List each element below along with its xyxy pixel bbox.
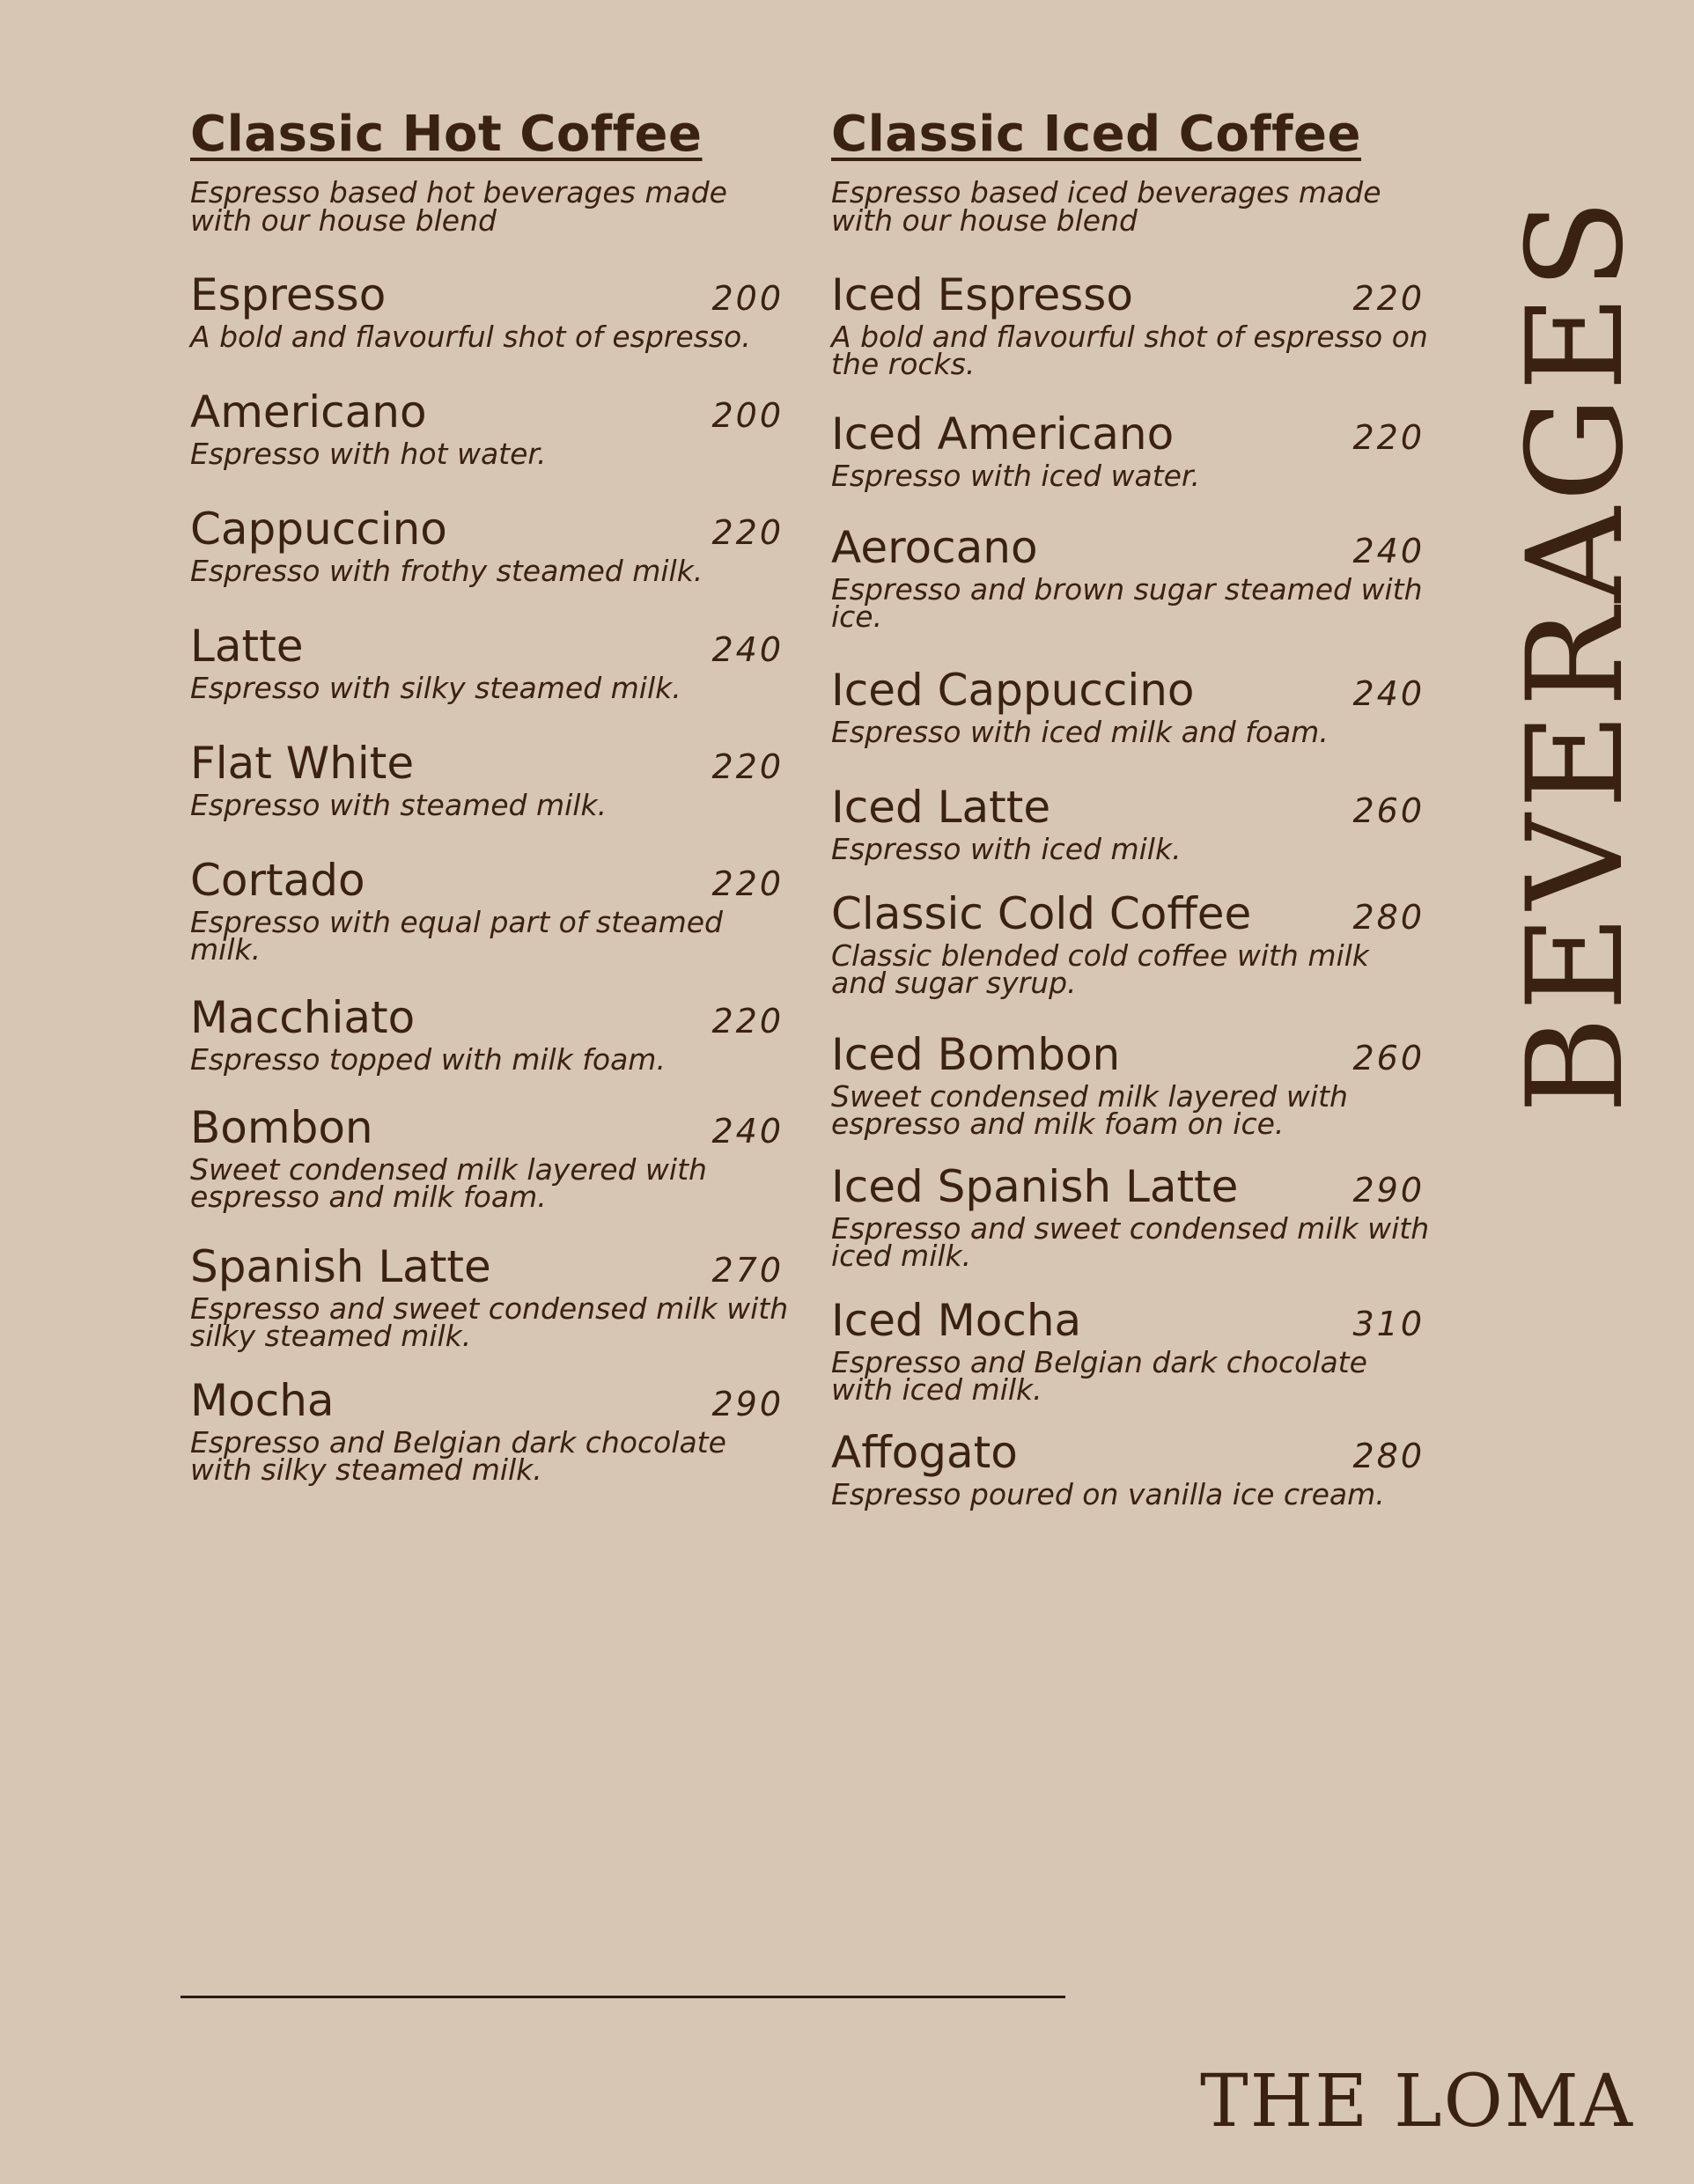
menu-item — [831, 268, 1430, 381]
menu-item — [190, 991, 789, 1077]
menu-item-description: Espresso with iced water. — [831, 459, 1200, 493]
menu-item-row — [831, 521, 1430, 574]
menu-item — [831, 1028, 1430, 1141]
menu-item-name: Iced Mocha — [831, 1295, 1082, 1346]
menu-item-row — [831, 1028, 1430, 1081]
menu-item-description: Espresso with iced milk and foam. — [831, 715, 1329, 749]
menu-item-row — [190, 1101, 789, 1154]
menu-item-description: Espresso and Belgian dark chocolate with iced milk. — [831, 1345, 1367, 1407]
menu-item-description: Espresso with frothy steamed milk. — [190, 554, 703, 588]
menu-item-price: 260 — [1352, 1039, 1425, 1077]
menu-item-description: Espresso and sweet condensed milk with iced milk. — [831, 1211, 1430, 1273]
menu-item-price: 240 — [711, 1112, 784, 1151]
iced-coffee-section — [831, 106, 1430, 1511]
menu-item — [831, 1294, 1430, 1407]
hot-coffee-section — [190, 106, 789, 1487]
menu-item-row — [831, 781, 1430, 834]
menu-item-row — [190, 1240, 789, 1293]
beverages-side-title: BEVERAGES — [1499, 194, 1653, 1114]
menu-item-description: Espresso poured on vanilla ice cream. — [831, 1477, 1385, 1511]
menu-item-price: 260 — [1352, 791, 1425, 830]
iced-coffee-title: Classic Iced Coffee — [831, 106, 1361, 163]
menu-item-description: Espresso with steamed milk. — [190, 788, 608, 822]
menu-item-name: Macchiato — [190, 992, 416, 1043]
hot-coffee-title: Classic Hot Coffee — [190, 106, 703, 163]
menu-item-price: 220 — [711, 864, 784, 903]
menu-item-description: Espresso and brown sugar steamed with ice. — [831, 572, 1423, 634]
menu-item-name: Affogato — [831, 1427, 1018, 1478]
menu-item-description: Classic blended cold coffee with milk and sugar syrup. — [831, 938, 1369, 1000]
menu-item-row — [831, 1426, 1430, 1479]
iced-coffee-subtitle: Espresso based iced beverages made with our house blend — [831, 175, 1381, 238]
menu-item-description: Espresso topped with milk foam. — [190, 1042, 666, 1077]
menu-item — [831, 664, 1430, 749]
menu-item-price: 200 — [711, 396, 784, 435]
menu-item-price: 220 — [711, 747, 784, 786]
menu-item — [190, 1374, 789, 1487]
menu-item-row — [831, 887, 1430, 940]
menu-item-description: Espresso and sweet condensed milk with silky steamed milk. — [190, 1291, 789, 1353]
menu-item-description: A bold and flavourful shot of espresso on the rocks. — [831, 320, 1428, 381]
menu-item-row — [190, 268, 789, 321]
menu-item-description: Espresso with silky steamed milk. — [190, 671, 681, 705]
menu-item — [190, 854, 789, 967]
hot-coffee-subtitle: Espresso based hot beverages made with our house blend — [190, 175, 727, 238]
menu-item-row — [831, 1294, 1430, 1347]
menu-item-price: 220 — [1352, 279, 1425, 318]
brand-name: THE LOMA — [1200, 2060, 1634, 2144]
menu-item-name: Cortado — [190, 855, 365, 906]
menu-item-name: Iced Americano — [831, 408, 1175, 460]
menu-item-row — [190, 503, 789, 555]
menu-item-name: Spanish Latte — [190, 1241, 491, 1292]
menu-item-price: 240 — [1352, 674, 1425, 713]
menu-item-name: Aerocano — [831, 522, 1038, 573]
menu-item-row — [190, 386, 789, 438]
menu-item-row — [190, 1374, 789, 1427]
menu-item-price: 240 — [1352, 532, 1425, 570]
menu-item-description: Espresso with hot water. — [190, 437, 547, 471]
menu-item-name: Iced Espresso — [831, 269, 1133, 320]
menu-item-row — [831, 268, 1430, 321]
iced-coffee-list — [831, 268, 1430, 1511]
menu-item-row — [831, 408, 1430, 460]
menu-item-description: Sweet condensed milk layered with espresso and milk foam on ice. — [831, 1079, 1348, 1141]
menu-item-price: 200 — [711, 279, 784, 318]
menu-item-price: 290 — [711, 1385, 784, 1423]
menu-item-name: Latte — [190, 621, 304, 672]
menu-item-price: 220 — [711, 513, 784, 552]
menu-item — [190, 503, 789, 588]
menu-item — [190, 620, 789, 705]
menu-item — [190, 386, 789, 471]
menu-item-name: Bombon — [190, 1102, 373, 1153]
footer-divider — [180, 1996, 1065, 1998]
menu-item-name: Iced Spanish Latte — [831, 1161, 1239, 1212]
menu-item-price: 240 — [711, 630, 784, 669]
menu-item-price: 280 — [1352, 898, 1425, 937]
menu-item-name: Iced Bombon — [831, 1029, 1121, 1080]
menu-item-price: 290 — [1352, 1171, 1425, 1210]
menu-item-price: 270 — [711, 1251, 784, 1290]
menu-item — [190, 268, 789, 354]
menu-item-row — [190, 620, 789, 673]
menu-item — [831, 1426, 1430, 1511]
menu-item-name: Classic Cold Coffee — [831, 888, 1252, 939]
menu-item-row — [190, 854, 789, 907]
menu-item-name: Cappuccino — [190, 504, 447, 555]
menu-item-price: 280 — [1352, 1437, 1425, 1475]
menu-item-name: Espresso — [190, 269, 387, 320]
menu-item-row — [190, 991, 789, 1044]
menu-item-name: Americano — [190, 386, 427, 438]
menu-item-name: Iced Latte — [831, 782, 1051, 833]
menu-item — [831, 408, 1430, 493]
menu-item-price: 220 — [711, 1002, 784, 1041]
menu-item-description: Sweet condensed milk layered with espresso and milk foam. — [190, 1152, 707, 1214]
menu-item-name: Iced Cappuccino — [831, 665, 1195, 716]
menu-item — [190, 1240, 789, 1353]
menu-item-description: Espresso and Belgian dark chocolate with silky steamed milk. — [190, 1425, 726, 1487]
menu-item-description: Espresso with iced milk. — [831, 832, 1182, 866]
menu-item-description: Espresso with equal part of steamed milk. — [190, 905, 723, 967]
hot-coffee-list — [190, 268, 789, 1487]
menu-item — [831, 1160, 1430, 1273]
menu-item-price: 310 — [1352, 1305, 1425, 1343]
menu-item-name: Mocha — [190, 1375, 335, 1426]
menu-item — [831, 521, 1430, 634]
menu-item-name: Flat White — [190, 738, 415, 789]
menu-item-row — [831, 664, 1430, 717]
menu-item-row — [190, 737, 789, 790]
menu-item — [831, 781, 1430, 866]
menu-item — [190, 737, 789, 822]
menu-item-row — [831, 1160, 1430, 1213]
menu-item-price: 220 — [1352, 418, 1425, 457]
menu-item — [831, 887, 1430, 1000]
menu-item-description: A bold and flavourful shot of espresso. — [190, 320, 751, 354]
menu-item — [190, 1101, 789, 1214]
